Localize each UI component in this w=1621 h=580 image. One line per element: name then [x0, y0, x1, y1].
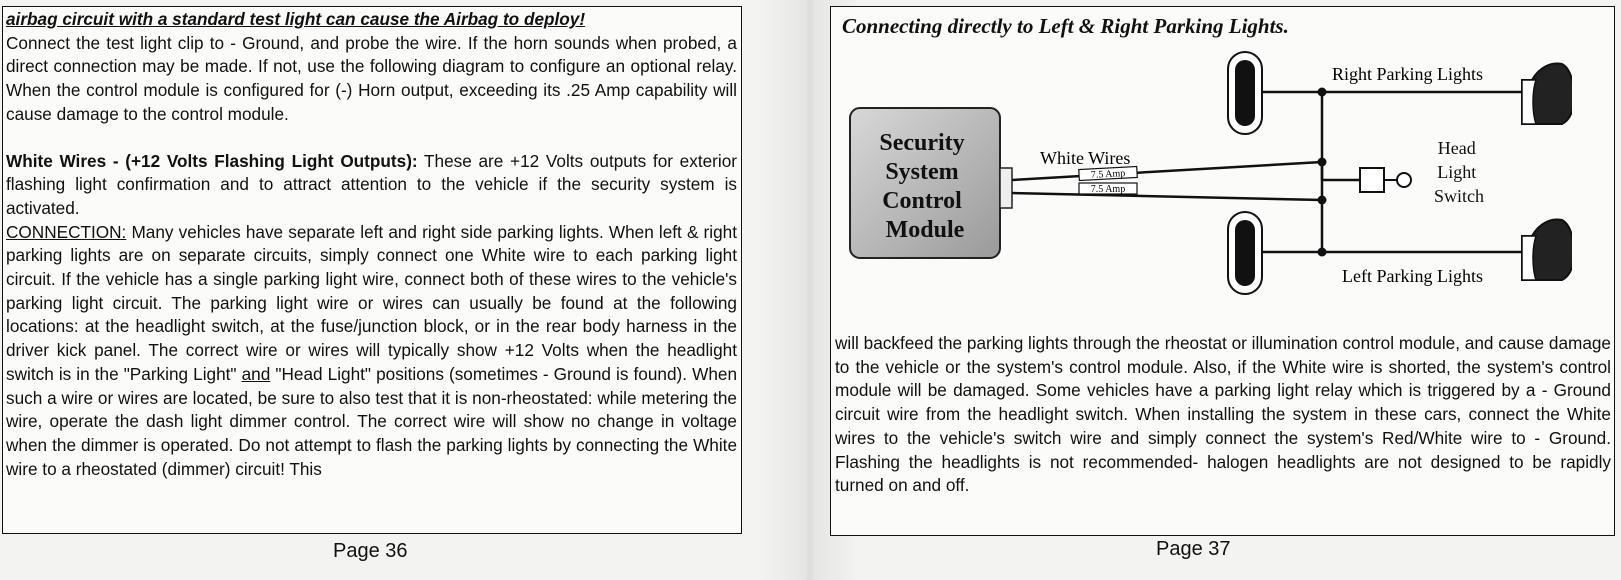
and-underlined: and	[241, 363, 271, 384]
switch-label-head: Head	[1437, 138, 1476, 158]
module-label-line-3: Control	[882, 188, 962, 214]
svg-text:Head Light Switch	[1434, 138, 1484, 206]
intro-paragraph: Connect the test light clip to - Ground, and probe the wire. If the horn sounds when probed, a direct connection may be made. If not, use the following diagram to configure an optional relay. When the control module is configured for (-) Horn output, exceeding its .25 Amp capability will cause damage to the control module.	[6, 32, 737, 124]
white-wires-heading: White Wires - (+12 Volts Flashing Light Outputs):	[6, 150, 418, 171]
fuse-label-top: 7.5 Amp	[1090, 168, 1126, 181]
diagram-title: Connecting directly to Left & Right Parking Lights.	[842, 14, 1289, 38]
left-parking-lights-label: Left Parking Lights	[1342, 266, 1483, 286]
page-number-37: Page 37	[1156, 538, 1231, 560]
page-number-36: Page 36	[333, 540, 408, 562]
module-label-line-1: Security	[879, 130, 965, 156]
airbag-warning: airbag circuit with a standard test light can cause the Airbag to deploy!	[6, 9, 586, 29]
switch-label-light: Light	[1437, 162, 1477, 182]
white-wires-section	[6, 150, 737, 221]
connection-text-2: "Head Light" positions (sometimes - Ground is found). When such a wire or wires are located, be sure to also test that it is non-rheostated: while metering the wire, operate the dash light dimmer control. The correct wire will show no change in voltage when the dimmer is operated. Do not attempt to flash the parking lights by connecting the White wire to a rheostated (dimmer) circuit! This	[6, 363, 738, 479]
white-wires-label: White Wires	[1040, 148, 1131, 168]
connection-text-1: Many vehicles have separate left and right side parking lights. When left & right parking lights are on separate circuits, simply connect one White wire to each parking light circuit. If the vehicle has a single parking light wire, connect both of these wires to the vehicle's parking light circuit. The parking light wire or wires can usually be found at the following locations: at the headlight switch, at the fuse/junction block, or in the rear body harness in the driver kick panel. The correct wire or wires will typically show +12 Volts when the headlight switch is in the "Parking Light"	[6, 221, 737, 384]
wiring-diagram	[832, 40, 1572, 315]
right-parking-lights-label: Right Parking Lights	[1332, 64, 1484, 84]
module-label-line-2: System	[885, 159, 959, 185]
right-page-text: will backfeed the parking lights through the rheostat or illumination control module, and cause damage to the vehicle or the system's control module. Also, if the White wire is shorted, the system's control module will be damaged. Some vehicles have a parking light relay which is triggered by a - Ground circuit wire from the headlight switch. When installing the system in these cars, connect the White wires to the vehicle's switch wire and simply connect the system's Red/White wire to - Ground. Flashing the headlights is not recommended- halogen headlights are not designed to be rapidly turned on and off.	[835, 333, 1611, 496]
head-light-switch-icon	[1360, 168, 1384, 192]
module-connector	[1000, 168, 1012, 208]
switch-label-switch: Switch	[1433, 186, 1485, 206]
connection-paragraph	[6, 221, 737, 482]
module-label-line-4: Module	[885, 217, 965, 243]
fuse-label-bottom: 7.5 Amp	[1090, 184, 1126, 195]
connection-label: CONNECTION:	[6, 221, 127, 242]
left-page-text	[6, 8, 737, 481]
white-wires-intro: These are +12 Volts outputs for exterior flashing light confirmation and to attract attention to the vehicle if the security system is activated.	[6, 150, 737, 218]
